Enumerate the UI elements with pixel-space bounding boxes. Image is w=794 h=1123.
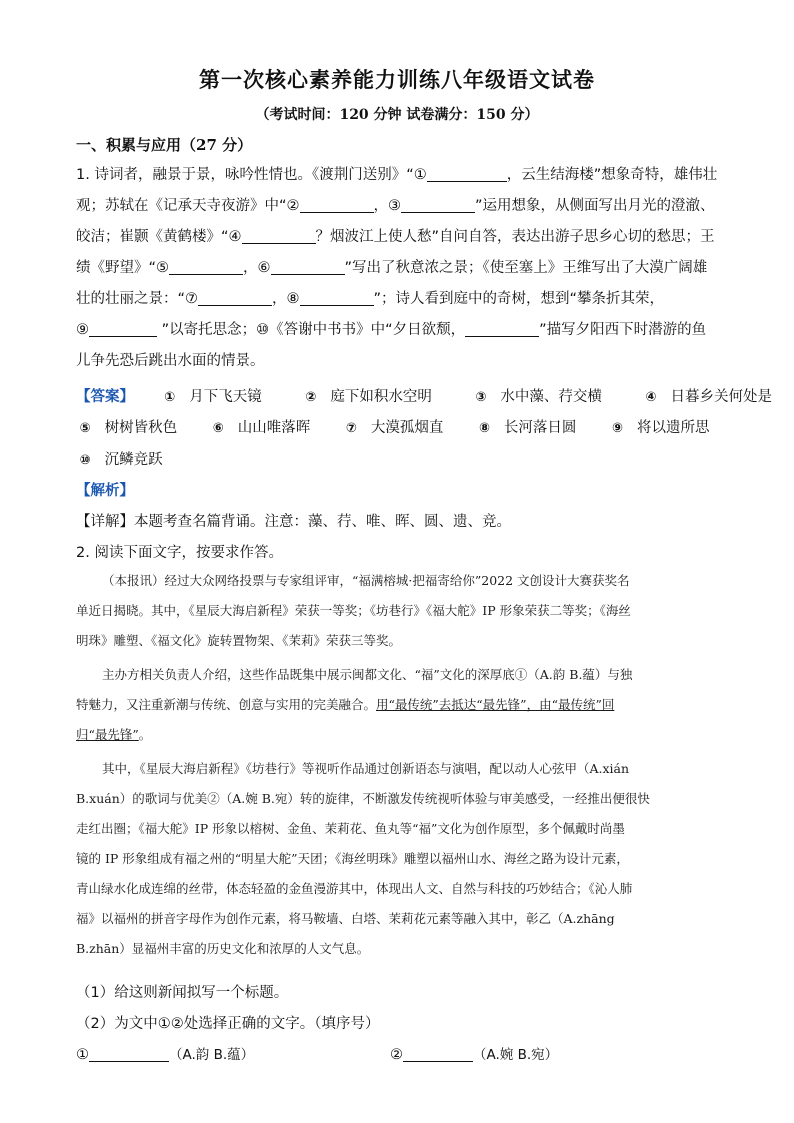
answer-blank-2[interactable] (403, 1045, 473, 1062)
answer-text: 庭下如积水空明 (325, 389, 432, 405)
answer-tag: 【答案】 (76, 389, 134, 405)
answer-number: ⑩ (79, 453, 91, 468)
question-2-intro: 2. 阅读下面文字，按要求作答。 (76, 545, 283, 561)
answer-text: 长河落日圆 (499, 420, 577, 436)
answer-number: ② (305, 390, 317, 405)
passage-line: （本报讯）经过大众网络投票与专家组评审，“福满榕城·把福寄给你”2022 文创设计大赛获奖名 (102, 573, 630, 588)
passage-line: 福》以福州的拼音字母作为创作元素，将马鞍墙、白塔、茉莉花元素等融入其中，彰乙（A.zhāng (76, 911, 615, 926)
option-2-number: ② (390, 1047, 403, 1063)
answer-item (472, 387, 602, 407)
answer-number: ⑤ (79, 421, 91, 436)
section-heading: 一、积累与应用（27 分） (76, 136, 253, 154)
passage-text: 特魅力，又注重新潮与传统、创意与实用的完美融合。 (76, 697, 377, 712)
sub-question-1: （1）给这则新闻拟写一个标题。 (76, 985, 289, 1001)
passage-paragraph-1 (76, 566, 718, 656)
fill-in-blank[interactable] (465, 320, 539, 337)
answer-text: 日暮乡关何处是 (665, 389, 773, 405)
passage-line: 走红出圈；《福大舵》IP 形象以榕树、金鱼、茉莉花、鱼丸等“福”文化为创作原型，多个佩戴时尚墨 (76, 821, 625, 836)
answer-number: ⑥ (212, 421, 224, 436)
fill-in-blank[interactable] (300, 196, 374, 213)
question-1-text: 皎洁；崔颢《黄鹤楼》“④ (76, 229, 242, 245)
fill-in-blank[interactable] (242, 227, 316, 244)
option-1-number: ① (76, 1047, 89, 1063)
fill-in-blank[interactable] (401, 196, 475, 213)
question-1-line (76, 222, 726, 253)
question-1-text: ”描写夕阳西下时潜游的鱼 (539, 322, 707, 338)
passage-line: 青山绿水化成连绵的丝带，体态轻盈的金鱼漫游其中，体现出人文、自然与科技的巧妙结合；《沁人肺 (76, 881, 633, 896)
answer-text: 山山唯落晖 (233, 420, 311, 436)
answer-text: 水中藻、荇交横 (495, 389, 602, 405)
question-1-text: 绩《野望》“⑤ (76, 260, 170, 276)
analysis-row (76, 481, 736, 501)
answer-item (342, 418, 443, 438)
answer-row-2 (76, 418, 736, 438)
analysis-detail: 【详解】本题考查名篇背诵。注意：藻、荇、唯、晖、圆、遗、竞。 (76, 514, 511, 530)
passage-line: 单近日揭晓。其中，《星辰大海启新程》荣获一等奖；《坊巷行》《福大舵》IP 形象荣获二等奖；《海丝 (76, 603, 631, 618)
option-2 (390, 1043, 558, 1063)
option-1 (76, 1043, 254, 1063)
answer-text: 沉鳞竞跃 (100, 452, 163, 468)
question-1-text: 壮的壮丽之景：“⑦ (76, 291, 199, 307)
question-1-text: ”写出了秋意浓之景；《使至塞上》王维写出了大漠广阔雄 (344, 260, 708, 276)
question-1-text: ，⑧ (272, 291, 300, 307)
answer-item (475, 418, 576, 438)
answer-item (302, 387, 432, 407)
question-1-text: ？烟波江上使人愁”自问自答，表达出游子思乡心切的愁思；王 (315, 229, 715, 245)
underlined-sentence: 用“最传统”去抵达“最先锋”，由“最传统”回 (376, 697, 615, 712)
answer-text: 月下飞天镜 (184, 389, 262, 405)
question-1-text: ”以寄托思念；⑩《答谢中书书》中“夕日欲颓， (157, 322, 466, 338)
answer-row-1 (76, 387, 773, 407)
question-1-text: ”运用想象，从侧面写出月光的澄澈、 (475, 198, 715, 214)
answer-item (608, 418, 709, 438)
passage-line: 其中，《星辰大海启新程》《坊巷行》等视听作品通过创新语态与演唱，配以动人心弦甲（A.xián (102, 761, 630, 776)
question-1-text: 1. 诗词者，融景于景，咏吟性情也。《渡荆门送别》“① (76, 167, 427, 183)
question-1-text: 观；苏轼在《记承天寺夜游》中“② (76, 198, 300, 214)
exam-info: （考试时间：120 分钟 试卷满分：150 分） (255, 107, 539, 123)
passage-line: B.xuán）的歌词与优美②（A.婉 B.宛）转的旋律，不断激发传统视听体验与审美感受，一经推出便很快 (76, 791, 650, 806)
answer-number: ① (164, 390, 176, 405)
question-1-text: ”；诗人看到庭中的奇树，想到“攀条折其荣， (373, 291, 665, 307)
question-1-line (76, 253, 726, 284)
fill-in-blank[interactable] (271, 258, 345, 275)
question-1-text: ，③ (373, 198, 402, 214)
question-1-line (76, 315, 726, 346)
answer-text: 树树皆秋色 (100, 420, 178, 436)
passage-line: B.zhān）显福州丰富的历史文化和浓厚的人文气息。 (76, 941, 370, 956)
answer-text: 将以遗所思 (632, 420, 710, 436)
answer-number: ③ (475, 390, 487, 405)
question-1-line (76, 284, 726, 315)
sub-question-2: （2）为文中①②处选择正确的文字。（填序号） (76, 1016, 380, 1032)
question-1-text: ⑨ (76, 322, 89, 338)
option-1-choices: （A.韵 B.蕴） (169, 1047, 255, 1063)
passage-line: 镜的 IP 形象组成有福之州的“明星大舵”天团；《海丝明珠》雕塑以福州山水、海丝之路为设计元素， (76, 851, 629, 866)
fill-in-blank[interactable] (169, 258, 243, 275)
fill-in-blank[interactable] (300, 289, 374, 306)
answer-number: ⑦ (345, 421, 357, 436)
question-1-line (76, 346, 726, 377)
underlined-sentence-end: 归“最先锋” (76, 727, 139, 742)
question-1-text: ，⑥ (243, 260, 271, 276)
passage-text: 。 (138, 727, 152, 742)
answer-item (642, 387, 772, 407)
answer-number: ⑧ (478, 421, 490, 436)
answer-item (76, 450, 163, 470)
analysis-tag: 【解析】 (76, 483, 134, 499)
fill-in-blank[interactable] (198, 289, 272, 306)
passage-line (76, 720, 718, 750)
passage-line: 主办方相关负责人介绍，这些作品既集中展示闽都文化、“福”文化的深厚底①（A.韵 B.蕴）与独 (102, 667, 633, 682)
passage-paragraph-2 (76, 660, 718, 750)
question-1-text: 儿争先恐后跳出水面的情景。 (76, 353, 265, 369)
passage-line (76, 690, 718, 720)
fill-in-blank[interactable] (89, 320, 157, 337)
question-1-text: ，云生结海楼”想象奇特，雄伟壮 (506, 167, 718, 183)
answer-row-3 (76, 450, 736, 470)
answer-blank-1[interactable] (89, 1045, 169, 1062)
answer-number: ④ (645, 390, 657, 405)
answer-item (209, 418, 310, 438)
passage-line: 明珠》雕塑、《福文化》旋转置物架、《茉莉》荣获三等奖。 (76, 633, 402, 648)
answer-item (76, 418, 177, 438)
question-1 (76, 160, 726, 377)
option-2-choices: （A.婉 B.宛） (473, 1047, 559, 1063)
answer-number: ⑨ (611, 421, 623, 436)
question-1-line (76, 191, 726, 222)
page-title: 第一次核心素养能力训练八年级语文试卷 (199, 67, 595, 92)
answer-text: 大漠孤烟直 (366, 420, 444, 436)
question-1-line (76, 160, 726, 191)
answer-item (161, 387, 262, 407)
fill-in-blank[interactable] (427, 165, 507, 182)
passage-paragraph-3 (76, 754, 718, 964)
